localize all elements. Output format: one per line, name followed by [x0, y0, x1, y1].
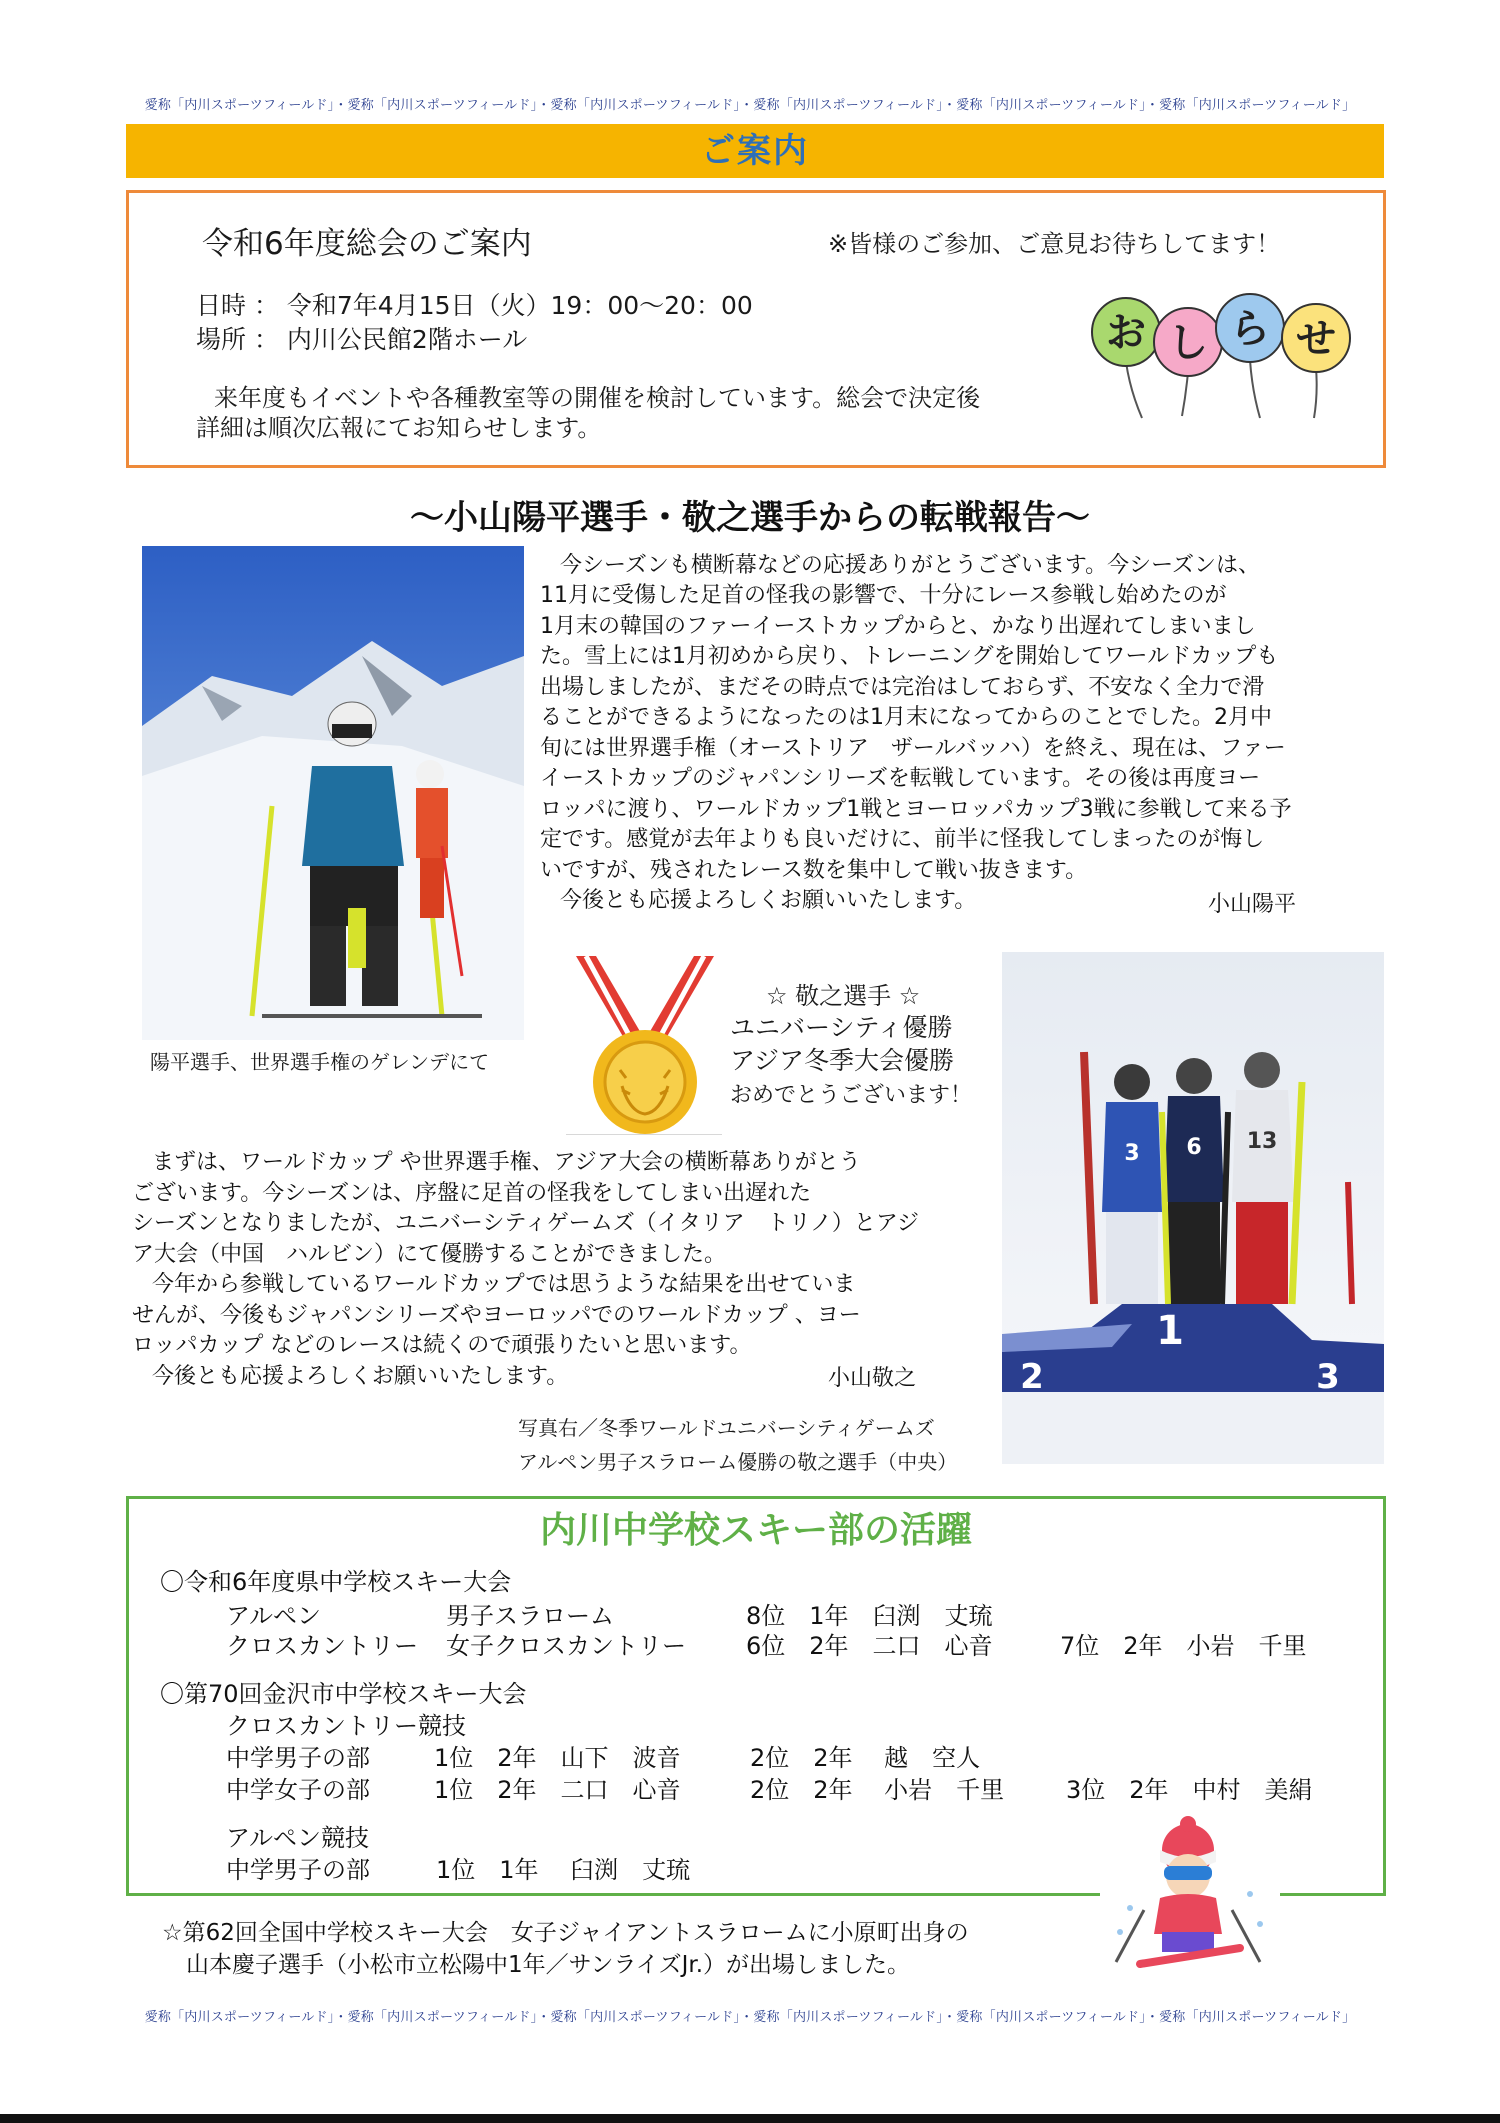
e2-row-1-div: 中学男子の部 — [226, 1744, 370, 1772]
oshirase-balloons — [1090, 290, 1362, 420]
report-title: ～小山陽平選手・敬之選手からの転戦報告～ — [410, 498, 1090, 538]
yohei-line-5: 出場しましたが、まだその時点では完治はしておらず、不安なく全力で滑 — [540, 675, 1265, 700]
yohei-line-10: 定です。感覚が去年よりも良いだけに、前半に怪我してしまったのが悔し — [540, 827, 1265, 852]
podium-number-1: 1 — [1156, 1308, 1184, 1354]
gold-medal-icon — [570, 956, 720, 1138]
medal-line-2: ユニバーシティ優勝 — [730, 1013, 953, 1042]
announcement-body-line2: 詳細は順次広報にてお知らせします。 — [196, 414, 602, 442]
e2-row-1-result-2: 2位 2年 越 空人 — [750, 1744, 981, 1772]
bib-center: 6 — [1186, 1135, 1202, 1160]
keishi-line-6: せんが、今後もジャパンシリーズやヨーロッパでのワールドカップ 、ヨー — [132, 1303, 861, 1328]
ski-club-title: 内川中学校スキー部の活躍 — [539, 1510, 972, 1551]
national-line-2: 山本慶子選手（小松市立松陽中1年／サンライズJr.）が出場しました。 — [186, 1952, 911, 1978]
keishi-line-8: 今後とも応援よろしくお願いいたします。 — [152, 1364, 569, 1389]
keishi-line-4: ア大会（中国 ハルビン）にて優勝することができました。 — [132, 1242, 727, 1267]
podium-number-2: 2 — [1020, 1357, 1044, 1397]
bib-left: 3 — [1124, 1141, 1140, 1166]
e1-row-1-cat: アルペン — [226, 1602, 322, 1630]
announcement-title: 令和6年度総会のご案内 — [202, 226, 532, 262]
bib-right: 13 — [1246, 1129, 1278, 1154]
yohei-line-7: 旬には世界選手権（オーストリア ザールバッハ）を終え、現在は、ファー — [540, 736, 1286, 761]
podium-caption-2: アルペン男子スラローム優勝の敬之選手（中央） — [518, 1450, 958, 1474]
e2-alpine-result: 1位 1年 臼渕 丈琉 — [436, 1856, 691, 1884]
e2-row-1-result-1: 1位 2年 山下 波音 — [434, 1744, 681, 1772]
keishi-line-3: シーズンとなりましたが、ユニバーシティゲームズ（イタリア トリノ）とアジ — [132, 1211, 919, 1236]
announcement-body-line1: 来年度もイベントや各種教室等の開催を検討しています。総会で決定後 — [214, 384, 981, 412]
yohei-line-6: ることができるようになったのは1月末になってからのことでした。2月中 — [540, 705, 1272, 730]
e1-row-2-result-1: 6位 2年 二口 心音 — [746, 1632, 993, 1660]
announcement-note: ※皆様のご参加、ご意見お待ちしてます！ — [828, 230, 1281, 258]
balloon-char-4: せ — [1296, 316, 1336, 362]
event2-title: 〇第70回金沢市中学校スキー大会 — [160, 1680, 527, 1708]
header-band: 愛称「内川スポーツフィールド」・愛称「内川スポーツフィールド」・愛称「内川スポーツフィールド」・愛称「内川スポーツフィールド」・愛称「内川スポーツフィールド」・愛称「内川スポーツフィールド」 — [144, 98, 1356, 113]
yohei-line-9: ロッパに渡り、ワールドカップ1戦とヨーロッパカップ3戦に参戦して来る予 — [540, 797, 1292, 822]
yohei-line-1: 今シーズンも横断幕などの応援ありがとうございます。今シーズンは、 — [560, 553, 1261, 578]
keishi-line-5: 今年から参戦しているワールドカップでは思うような結果を出せていま — [152, 1272, 856, 1297]
announcement-place: 場所 ： 内川公民館2階ホール — [196, 325, 528, 354]
e1-row-2-event: 女子クロスカントリー — [446, 1632, 686, 1660]
event2-sub1: クロスカントリー競技 — [226, 1712, 466, 1740]
e2-row-2-div: 中学女子の部 — [226, 1776, 370, 1804]
e1-row-1-event: 男子スラローム — [446, 1602, 614, 1630]
podium-caption-1: 写真右／冬季ワールドユニバーシティゲームズ — [518, 1416, 935, 1440]
e2-alpine-div: 中学男子の部 — [226, 1856, 370, 1884]
yohei-line-12: 今後とも応援よろしくお願いいたします。 — [560, 888, 977, 913]
yohei-line-3: 1月末の韓国のファーイーストカップからと、かなり出遅れてしまいまし — [540, 614, 1256, 639]
podium-number-3: 3 — [1316, 1357, 1340, 1397]
balloon-char-3: ら — [1230, 306, 1270, 352]
skier-illustration — [1100, 1814, 1280, 1984]
footer-band: 愛称「内川スポーツフィールド」・愛称「内川スポーツフィールド」・愛称「内川スポーツフィールド」・愛称「内川スポーツフィールド」・愛称「内川スポーツフィールド」・愛称「内川スポーツフィールド」 — [144, 2010, 1356, 2025]
balloon-char-2: し — [1168, 320, 1208, 366]
announcement-bar-title: ご案内 — [126, 124, 1384, 178]
keishi-signature: 小山敬之 — [828, 1366, 917, 1391]
event1-title: 〇令和6年度県中学校スキー大会 — [160, 1568, 512, 1596]
keishi-line-7: ロッパカップ などのレースは続くので頑張りたいと思います。 — [132, 1333, 752, 1358]
medal-line-3: アジア冬季大会優勝 — [730, 1046, 955, 1075]
yohei-line-11: いですが、残されたレース数を集中して戦い抜きます。 — [540, 858, 1088, 883]
yohei-signature: 小山陽平 — [1208, 892, 1297, 917]
balloon-char-1: お — [1106, 310, 1146, 356]
keishi-line-1: まずは、ワールドカップ や世界選手権、アジア大会の横断幕ありがとう — [152, 1150, 861, 1175]
keishi-line-2: ございます。今シーズンは、序盤に足首の怪我をしてしまい出遅れた — [132, 1181, 812, 1206]
yohei-line-4: た。雪上には1月初めから戻り、トレーニングを開始してワールドカップも — [540, 644, 1279, 669]
announcement-datetime: 日時 ： 令和7年4月15日（火）19：00～20：00 — [196, 291, 753, 320]
yohei-caption: 陽平選手、世界選手権のゲレンデにて — [150, 1050, 490, 1074]
e2-row-2-result-3: 3位 2年 中村 美絹 — [1066, 1776, 1313, 1804]
national-line-1: ☆第62回全国中学校スキー大会 女子ジャイアントスラロームに小原町出身の — [162, 1920, 969, 1946]
medal-line-4: おめでとうございます！ — [730, 1083, 973, 1108]
e1-row-2-cat: クロスカントリー — [226, 1632, 418, 1660]
e2-row-2-result-1: 1位 2年 二口 心音 — [434, 1776, 681, 1804]
e1-row-1-result-1: 8位 1年 臼渕 丈琉 — [746, 1602, 993, 1630]
yohei-line-8: イーストカップのジャパンシリーズを転戦しています。その後は再度ヨー — [540, 766, 1261, 791]
bottom-edge-bar — [0, 2114, 1500, 2123]
event2-sub2: アルペン競技 — [226, 1824, 370, 1852]
podium-photo — [1002, 952, 1384, 1464]
medal-line-1: ☆ 敬之選手 ☆ — [766, 982, 921, 1010]
e1-row-2-result-2: 7位 2年 小岩 千里 — [1060, 1632, 1307, 1660]
medal-divider — [566, 1134, 722, 1135]
e2-row-2-result-2: 2位 2年 小岩 千里 — [750, 1776, 1005, 1804]
yohei-photo — [142, 546, 524, 1040]
yohei-line-2: 11月に受傷した足首の怪我の影響で、十分にレース参戦し始めたのが — [540, 583, 1227, 608]
